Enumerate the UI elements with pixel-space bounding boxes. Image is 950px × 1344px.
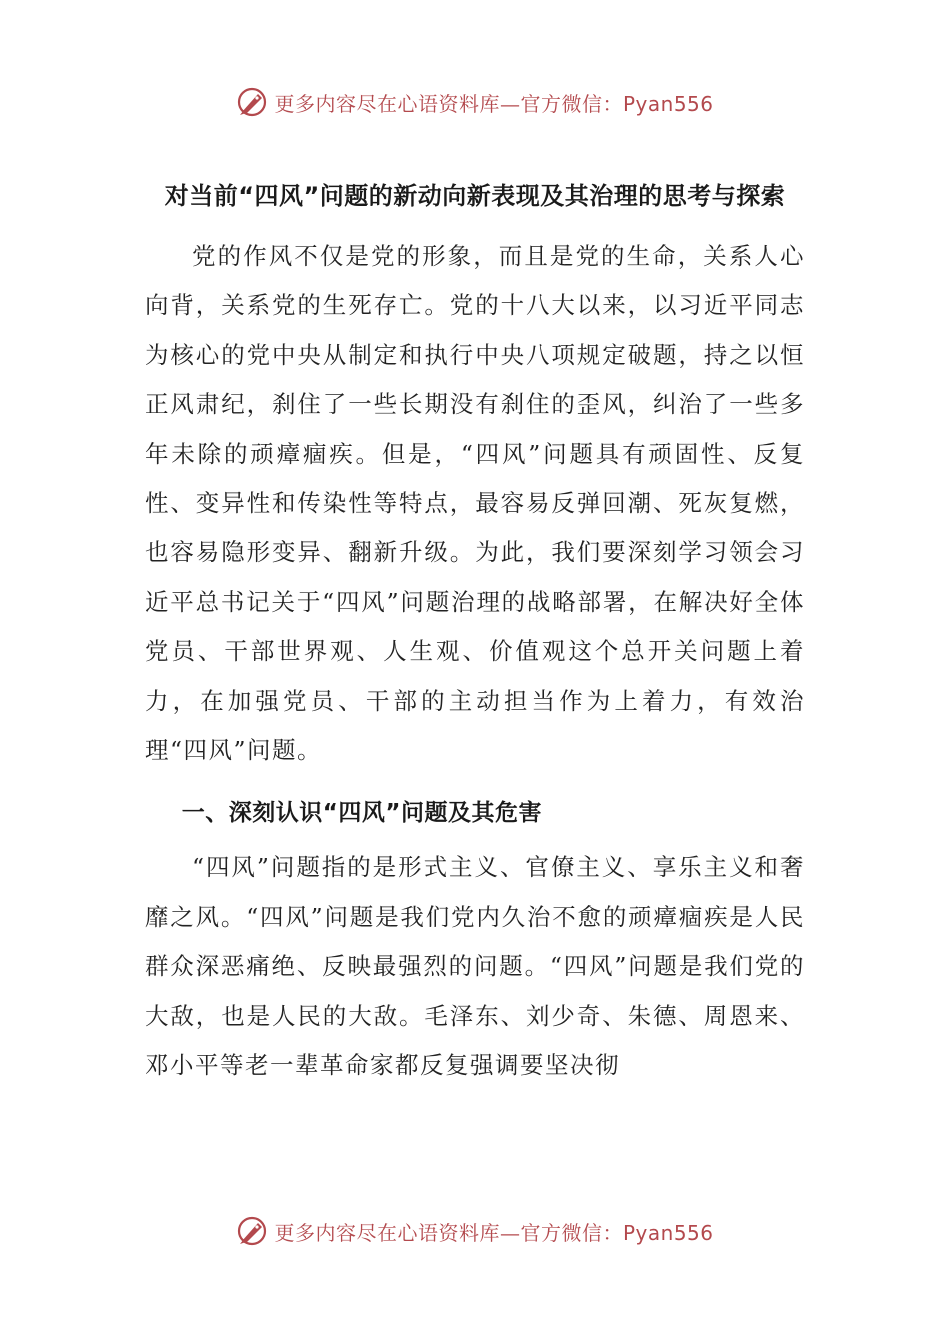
document-title: 对当前“四风”问题的新动向新表现及其治理的思考与探索 <box>164 182 786 210</box>
document-body <box>145 170 805 1091</box>
watermark-text <box>274 88 713 117</box>
pen-nib-circle-icon <box>236 1215 268 1247</box>
watermark-handle: Pyan556 <box>622 1220 714 1245</box>
pen-nib-circle-icon <box>236 86 268 118</box>
footer-watermark <box>0 1211 950 1251</box>
section-paragraph: “四风”问题指的是形式主义、官僚主义、享乐主义和奢靡之风。“四风”问题是我们党内久治不愈的顽瘴痼疾是人民群众深恶痛绝、反映最强烈的问题。“四风”问题是我们党的大敌，也是人民的大敌。毛泽东、刘少奇、朱德、周恩来、邓小平等老一辈革命家都反复强调要坚决彻 <box>145 853 805 1080</box>
intro-paragraph: 党的作风不仅是党的形象，而且是党的生命，关系人心向背，关系党的生死存亡。党的十八大以来，以习近平同志为核心的党中央从制定和执行中央八项规定破题，持之以恒正风肃纪，刹住了一些长期没有刹住的歪风，纠治了一些多年未除的顽瘴痼疾。但是，“四风”问题具有顽固性、反复性、变异性和传染性等特点，最容易反弹回潮、死灰复燃，也容易隐形变异、翻新升级。为此，我们要深刻学习领会习近平总书记关于“四风”问题治理的战略部署，在解决好全体党员、干部世界观、人生观、价值观这个总开关问题上着力，在加强党员、干部的主动担当作为上着力，有效治理“四风”问题。 <box>145 242 805 765</box>
watermark-label: 更多内容尽在心语资料库—官方微信： <box>274 91 623 116</box>
watermark-text <box>274 1217 713 1246</box>
section-heading: 一、深刻认识“四风”问题及其危害 <box>181 800 543 827</box>
watermark-handle: Pyan556 <box>622 91 714 116</box>
watermark-label: 更多内容尽在心语资料库—官方微信： <box>274 1220 623 1245</box>
header-watermark <box>0 82 950 122</box>
